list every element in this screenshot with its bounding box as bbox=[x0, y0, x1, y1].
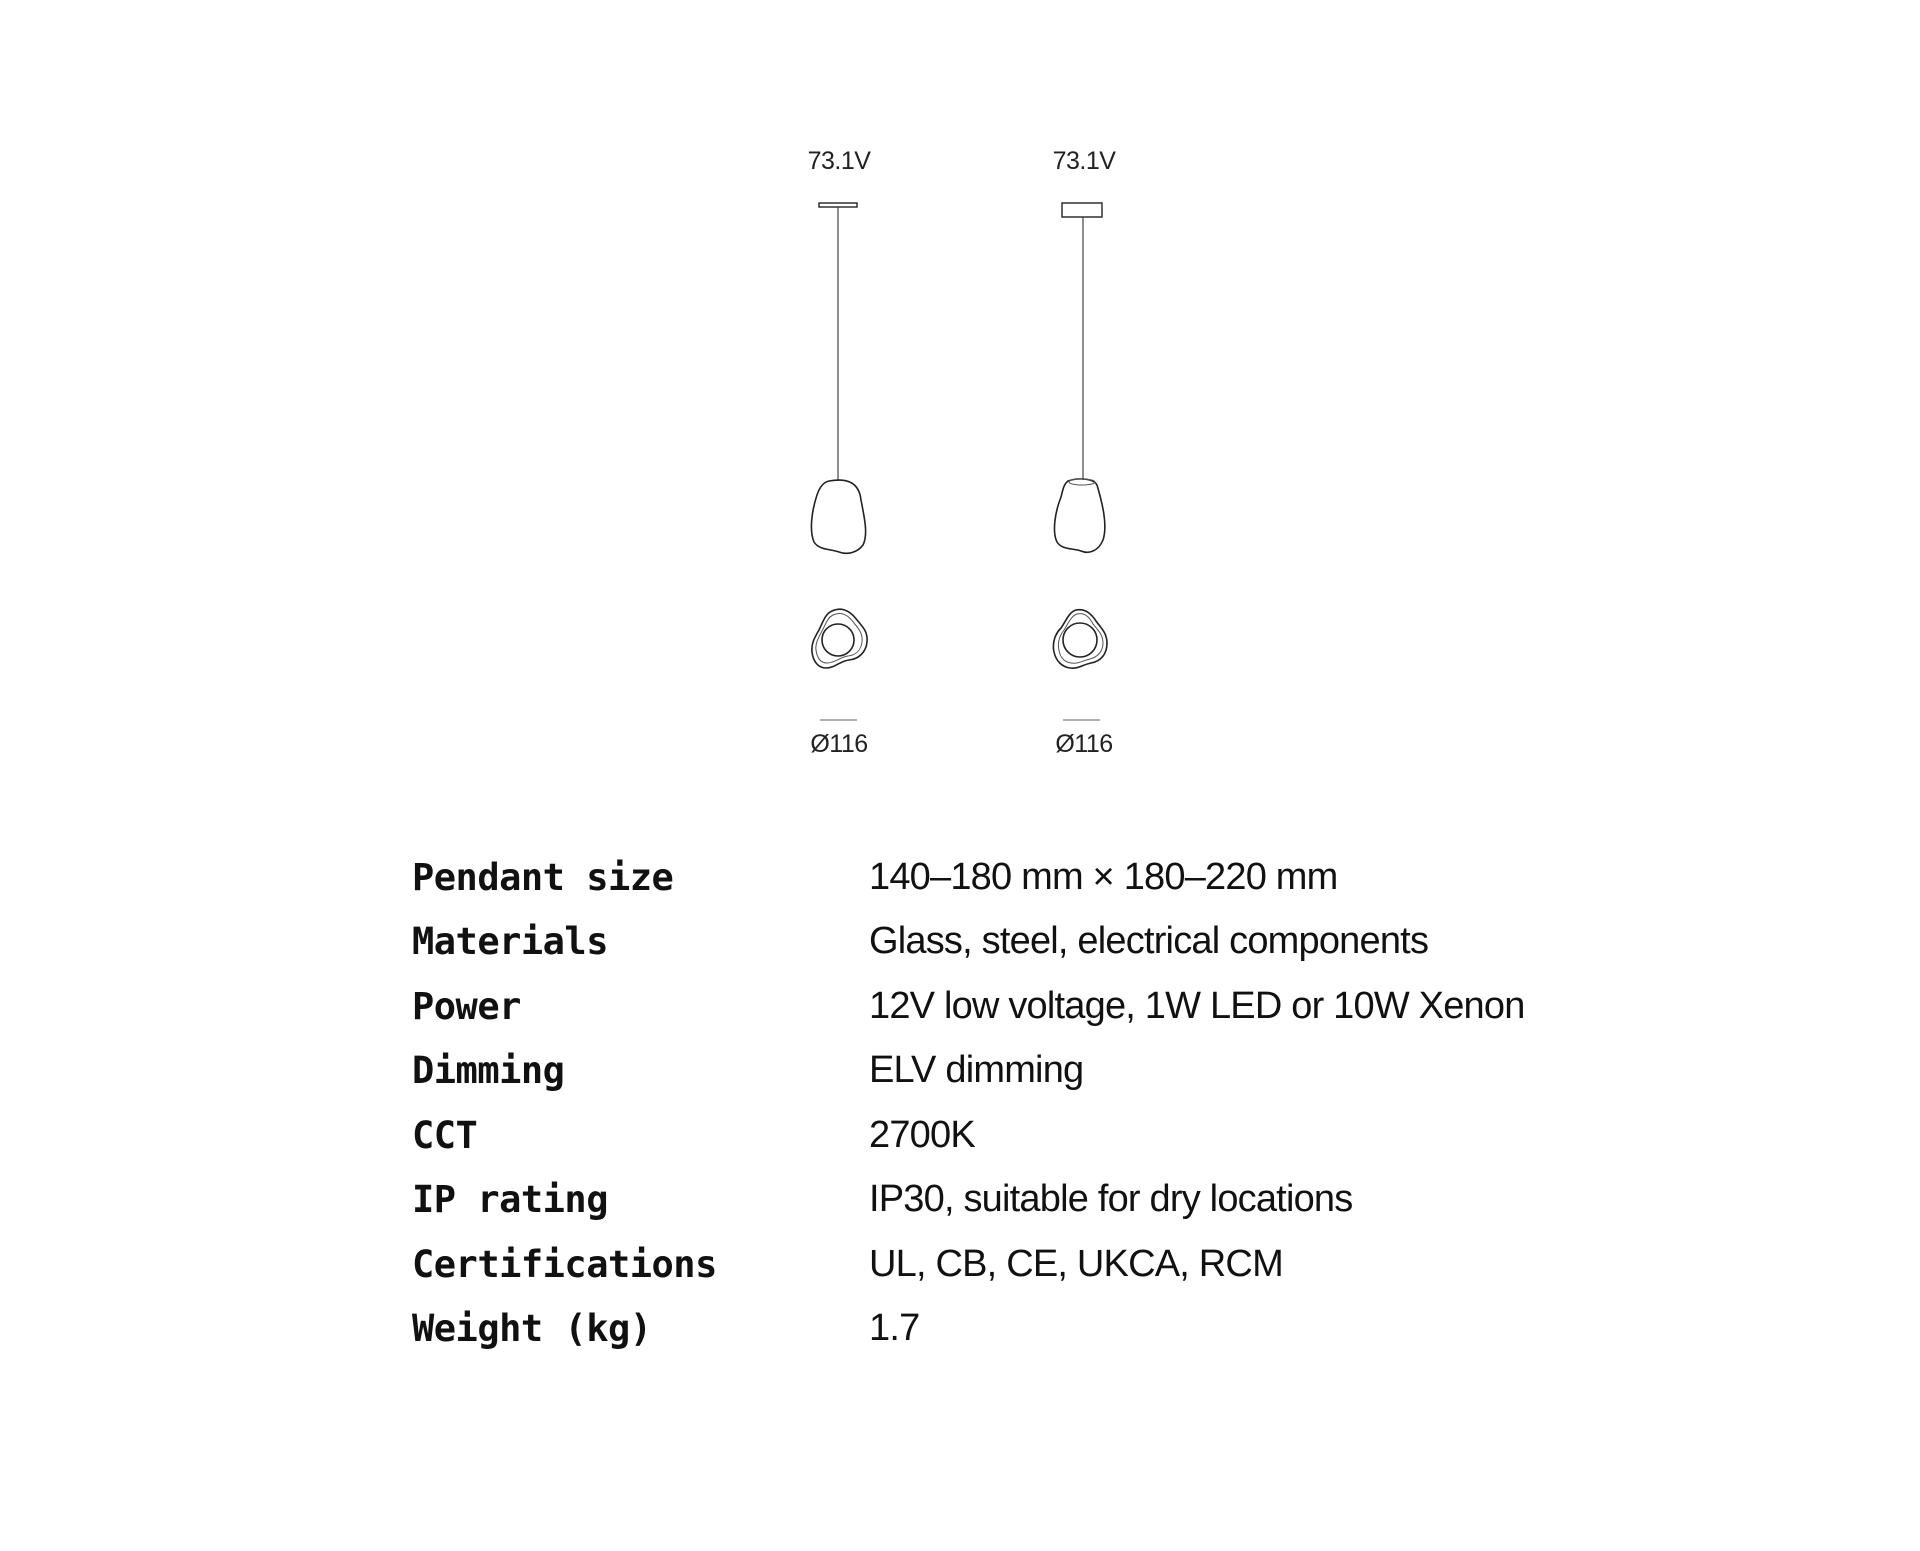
diameter-label: Ø116 bbox=[810, 730, 868, 758]
pendant-plan-view-icon bbox=[984, 140, 1184, 780]
spec-label: Certifications bbox=[412, 1242, 717, 1286]
spec-label: IP rating bbox=[412, 1178, 608, 1222]
spec-row-weight bbox=[412, 1297, 1612, 1362]
spec-label: Dimming bbox=[412, 1049, 565, 1093]
spec-row-pendant-size bbox=[412, 845, 1612, 910]
spec-label: Materials bbox=[412, 920, 608, 964]
pendant-drawing-flat-canopy bbox=[739, 140, 939, 780]
spec-row-materials bbox=[412, 910, 1612, 975]
voltage-label: 73.1V bbox=[807, 147, 871, 175]
spec-value: 2700K bbox=[869, 1113, 975, 1156]
spec-label: Weight (kg) bbox=[412, 1307, 652, 1351]
spec-row-cct bbox=[412, 1103, 1612, 1168]
spec-row-power bbox=[412, 974, 1612, 1039]
spec-table bbox=[412, 845, 1612, 1361]
spec-row-certifications bbox=[412, 1232, 1612, 1297]
spec-label: CCT bbox=[412, 1113, 478, 1157]
pendant-drawing-box-canopy bbox=[984, 140, 1184, 780]
spec-value: UL, CB, CE, UKCA, RCM bbox=[869, 1242, 1283, 1285]
spec-value: IP30, suitable for dry locations bbox=[869, 1178, 1353, 1221]
spec-value: 1.7 bbox=[869, 1307, 920, 1350]
spec-value: ELV dimming bbox=[869, 1049, 1084, 1092]
spec-label: Pendant size bbox=[412, 855, 674, 899]
spec-value: 140–180 mm × 180–220 mm bbox=[869, 855, 1338, 898]
spec-value: 12V low voltage, 1W LED or 10W Xenon bbox=[869, 984, 1525, 1027]
spec-label: Power bbox=[412, 984, 521, 1028]
voltage-label: 73.1V bbox=[1052, 147, 1116, 175]
spec-value: Glass, steel, electrical components bbox=[869, 920, 1429, 963]
spec-row-dimming bbox=[412, 1039, 1612, 1104]
diameter-label: Ø116 bbox=[1055, 730, 1113, 758]
pendant-plan-view-icon bbox=[739, 140, 939, 780]
spec-row-ip-rating bbox=[412, 1168, 1612, 1233]
